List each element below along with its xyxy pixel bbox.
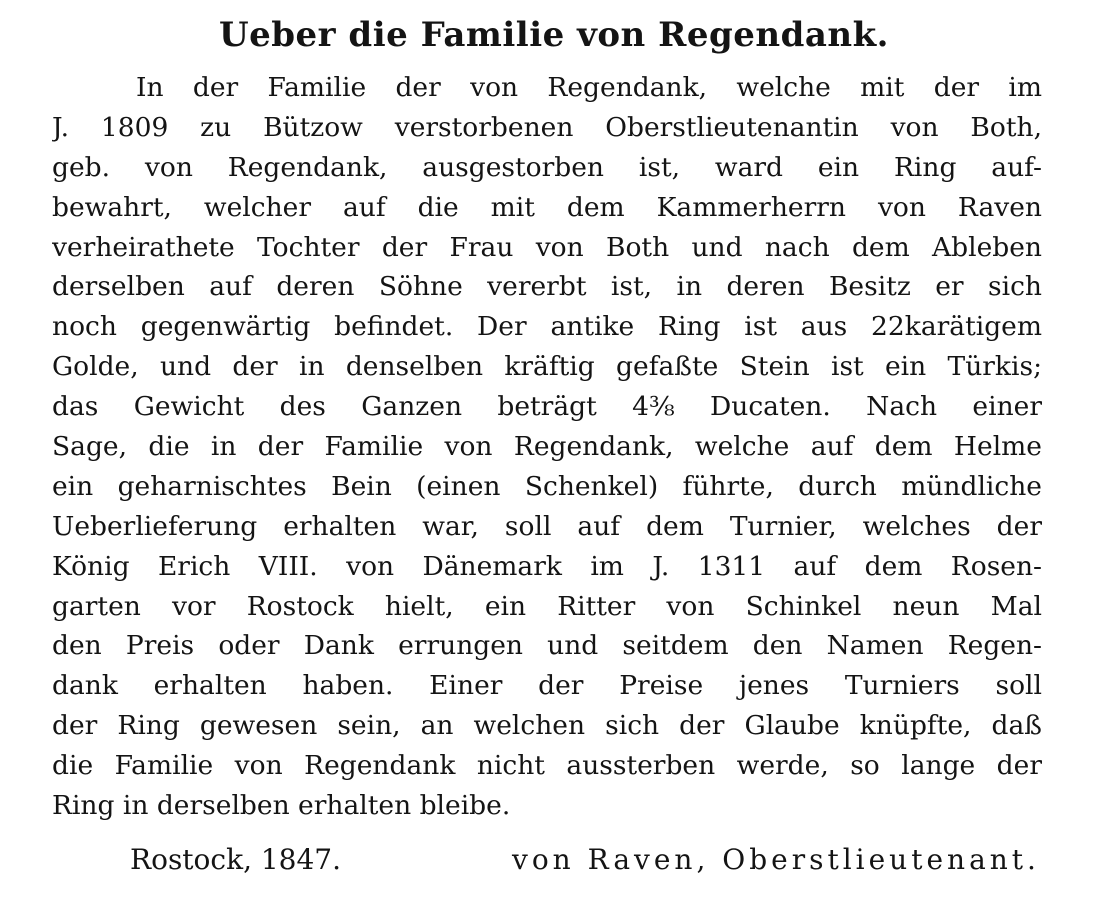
text-line: Ring in derselben erhalten bleibe.	[52, 790, 511, 822]
text-line: der Ring gewesen sein, an welchen sich der Glaube knüpfte, daß	[52, 710, 1042, 742]
text-line: Ueberlieferung erhalten war, soll auf dem Turnier, welches der	[52, 510, 1042, 542]
text-line: bewahrt, welcher auf die mit dem Kammerherrn von Raven	[52, 191, 1042, 223]
text-line: derselben auf deren Söhne vererbt ist, in deren Besitz er sich	[52, 271, 1042, 303]
text-line: garten vor Rostock hielt, ein Ritter von Schinkel neun Mal	[52, 590, 1042, 622]
document-title: Ueber die Familie von Regendank.	[218, 15, 890, 55]
signature-author: von Raven, Oberstlieutenant.	[512, 843, 1040, 876]
text-line: Sage, die in der Familie von Regendank, welche auf dem Helme	[52, 431, 1042, 463]
text-line: J. 1809 zu Bützow verstorbenen Oberstlieutenantin von Both,	[52, 111, 1042, 143]
text-line: König Erich VIII. von Dänemark im J. 1311 auf dem Rosen-	[52, 550, 1042, 582]
signature-line	[0, 838, 1108, 882]
text-line: die Familie von Regendank nicht aussterben werde, so lange der	[52, 750, 1042, 782]
signature-place-date: Rostock, 1847.	[130, 843, 342, 876]
text-line: ein geharnischtes Bein (einen Schenkel) führte, durch mündliche	[52, 470, 1042, 502]
text-line: dank erhalten haben. Einer der Preise jenes Turniers soll	[52, 670, 1042, 702]
document-body	[52, 68, 1042, 826]
text-line: geb. von Regendank, ausgestorben ist, ward ein Ring auf-	[52, 151, 1042, 183]
text-line: Golde, und der in denselben kräftig gefaßte Stein ist ein Türkis;	[52, 351, 1042, 383]
text-line: das Gewicht des Ganzen beträgt 4⅜ Ducaten. Nach einer	[52, 391, 1042, 423]
text-line: verheirathete Tochter der Frau von Both und nach dem Ableben	[52, 231, 1042, 263]
text-line: noch gegenwärtig befindet. Der antike Ring ist aus 22karätigem	[52, 311, 1042, 343]
text-line: In der Familie der von Regendank, welche mit der im	[136, 72, 1042, 103]
text-line: den Preis oder Dank errungen und seitdem den Namen Regen-	[52, 630, 1042, 662]
